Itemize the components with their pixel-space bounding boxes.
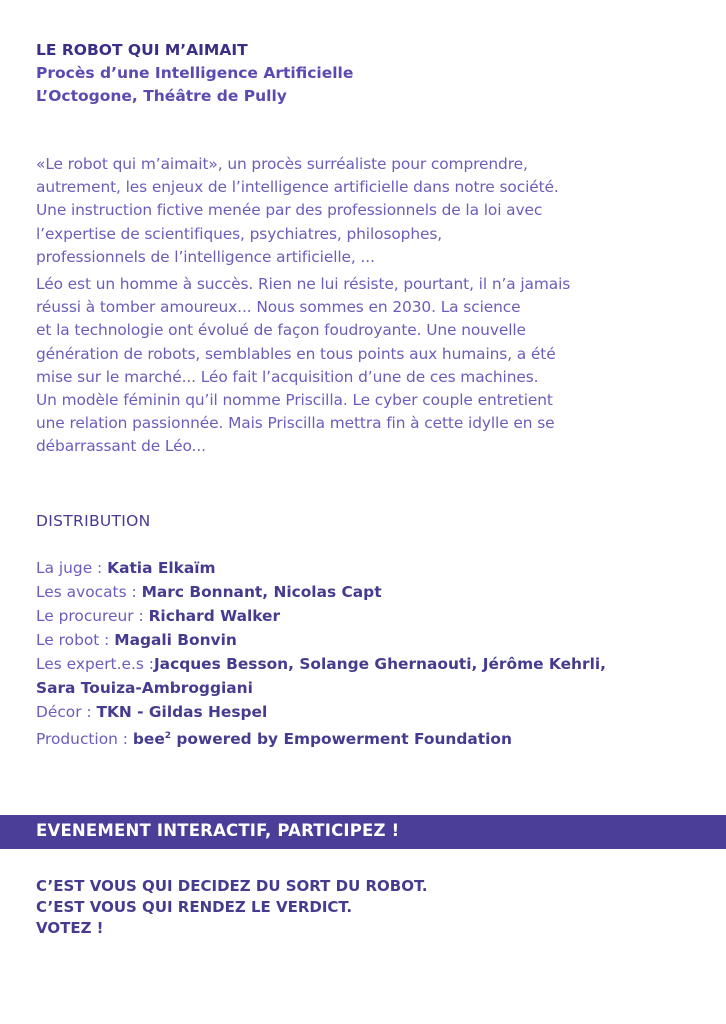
synopsis-line: Un modèle féminin qu’il nomme Priscilla. Le cyber couple entretient: [36, 391, 553, 410]
credit-name: Richard Walker: [148, 607, 281, 625]
credit-row: [36, 556, 606, 580]
credit-role: Le robot :: [36, 631, 115, 649]
credit-row: [36, 652, 606, 676]
intro-line: «Le robot qui m’aimait», un procès surréaliste pour comprendre,: [36, 155, 528, 173]
intro-line: professionnels de l’intelligence artificielle, ...: [36, 247, 375, 266]
credit-row: [36, 580, 606, 604]
credit-name-continued: Sara Touiza-Ambroggiani: [36, 679, 253, 697]
venue-line: L’Octogone, Théâtre de Pully: [36, 87, 287, 105]
cta-line: C’EST VOUS QUI DECIDEZ DU SORT DU ROBOT.: [36, 877, 428, 895]
credit-row: [36, 604, 606, 628]
credit-role: Les expert.e.s :: [36, 655, 154, 673]
synopsis-line: et la technologie ont évolué de façon foudroyante. Une nouvelle: [36, 321, 526, 340]
producer-name: bee: [132, 730, 165, 748]
synopsis-line: Léo est un homme à succès. Rien ne lui résiste, pourtant, il n’a jamais: [36, 275, 571, 293]
credit-role: Les avocats :: [36, 583, 142, 601]
cta-line: VOTEZ !: [36, 919, 104, 937]
distribution-heading: DISTRIBUTION: [36, 512, 151, 530]
credit-role: Production :: [36, 730, 133, 748]
banner-text: EVENEMENT INTERACTIF, PARTICIPEZ !: [36, 821, 400, 840]
call-to-action: [36, 876, 428, 939]
credit-role: Le procureur :: [36, 607, 149, 625]
cta-line: C’EST VOUS QUI RENDEZ LE VERDICT.: [36, 898, 353, 916]
credit-name: Marc Bonnant, Nicolas Capt: [141, 583, 382, 601]
producer-name-suffix: powered by Empowerment Foundation: [171, 730, 512, 748]
credit-row: [36, 700, 606, 724]
interactive-event-banner: [0, 815, 726, 849]
synopsis-line: débarrassant de Léo...: [36, 437, 206, 456]
credit-name: Katia Elkaïm: [107, 559, 216, 577]
synopsis-line: réussi à tomber amoureux... Nous sommes en 2030. La science: [36, 298, 521, 317]
synopsis-line: une relation passionnée. Mais Priscilla mettra fin à cette idylle en se: [36, 414, 555, 433]
credit-row-production: [36, 724, 606, 751]
intro-line: l’expertise de scientifiques, psychiatres, philosophes,: [36, 224, 443, 243]
credit-row: [36, 628, 606, 652]
synopsis-paragraph: [36, 273, 706, 459]
synopsis-line: mise sur le marché... Léo fait l’acquisition d’une de ces machines.: [36, 367, 539, 386]
page-title: LE ROBOT QUI M’AIMAIT: [36, 41, 248, 59]
credit-role: Décor :: [36, 703, 97, 721]
title-block: [36, 39, 353, 108]
credit-role: La juge :: [36, 559, 108, 577]
intro-paragraph: [36, 153, 706, 269]
page-subtitle: Procès d’une Intelligence Artificielle: [36, 64, 354, 82]
credit-name: Jacques Besson, Solange Ghernaouti, Jérôme Kehrli,: [153, 655, 606, 673]
synopsis-line: génération de robots, semblables en tous points aux humains, a été: [36, 344, 556, 363]
credit-name: TKN - Gildas Hespel: [96, 703, 268, 721]
intro-line: Une instruction fictive menée par des professionnels de la loi avec: [36, 201, 543, 220]
intro-line: autrement, les enjeux de l’intelligence artificielle dans notre société.: [36, 178, 559, 197]
credit-name: Magali Bonvin: [114, 631, 237, 649]
distribution-credits: [36, 556, 606, 751]
superscript-two: 2: [164, 731, 172, 741]
